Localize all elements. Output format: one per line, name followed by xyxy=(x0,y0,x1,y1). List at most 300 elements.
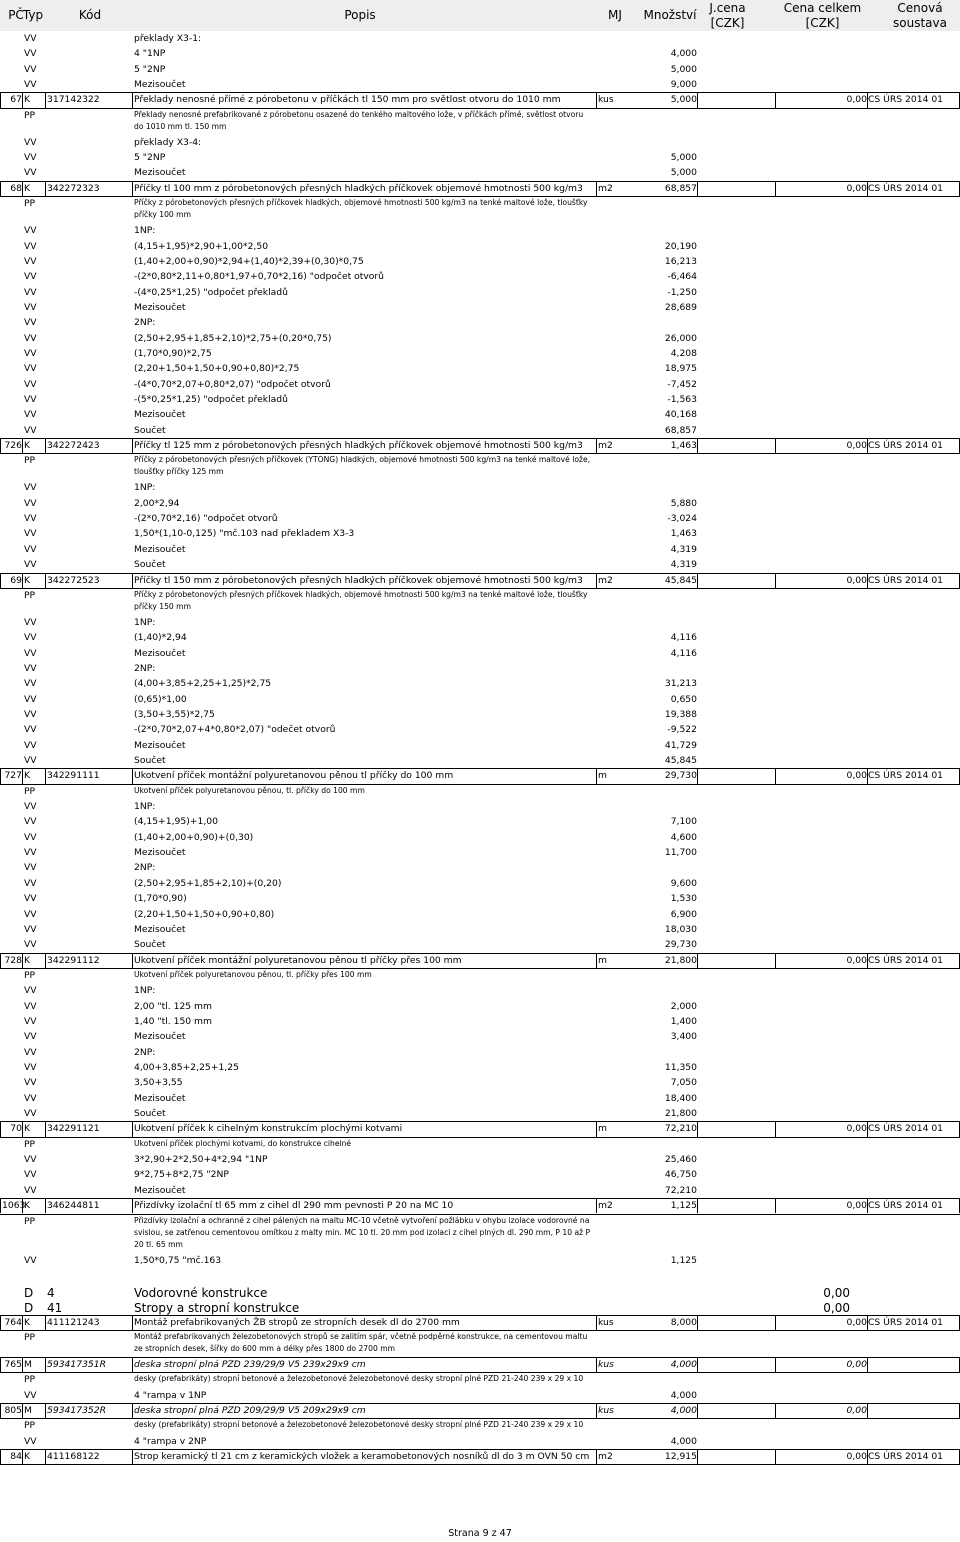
row-pc: 84 xyxy=(10,1451,22,1462)
row-border-top xyxy=(0,1403,960,1404)
row-mj: kus xyxy=(598,1404,614,1416)
measure-row xyxy=(0,860,960,875)
row-typ: VV xyxy=(24,662,37,674)
row-description: Překlady nenosné prefabrikované z pórobetonu osazené do tenkého maltového lože, v příčkách přímé, světlost otvoru do 1010 mm tl. 150 mm xyxy=(134,109,584,131)
row-typ: PP xyxy=(24,589,36,601)
row-popis: Ukotvení příček montážní polyuretanovou pěnou tl příčky přes 100 mm xyxy=(134,954,462,966)
row-cell-border xyxy=(45,1403,46,1418)
row-qty: -1,250 xyxy=(667,286,697,298)
row-celkem: 0,00 xyxy=(846,94,867,106)
row-popis: 5 "2NP xyxy=(134,63,166,75)
measure-row xyxy=(0,542,960,557)
row-celkem: 0,00 xyxy=(846,182,867,194)
row-popis: (1,40+2,00+0,90)+(0,30) xyxy=(134,831,254,843)
row-cell-border xyxy=(22,1315,23,1330)
row-qty: 1,125 xyxy=(670,1254,697,1266)
measure-row xyxy=(0,999,960,1014)
row-popis: (2,20+1,50+1,50+0,90+0,80) xyxy=(134,908,275,920)
row-mj: m xyxy=(598,954,607,966)
item-row xyxy=(0,1449,960,1464)
row-kod: 342291112 xyxy=(47,954,100,966)
measure-row xyxy=(0,1091,960,1106)
description-row xyxy=(0,108,960,135)
row-pc: 70 xyxy=(10,1123,22,1135)
row-cell-border xyxy=(697,1449,698,1464)
measure-row xyxy=(0,937,960,952)
row-popis: -(2*0,70*2,16) "odpočet otvorů xyxy=(134,513,278,525)
row-pc: 805 xyxy=(4,1404,22,1416)
row-cell-border xyxy=(697,953,698,968)
row-celkem: 0,00 xyxy=(823,1285,850,1300)
row-cell-border xyxy=(867,573,868,588)
row-typ: PP xyxy=(24,198,36,210)
row-typ: VV xyxy=(24,317,37,329)
measure-row xyxy=(0,496,960,511)
row-popis: Mezisoučet xyxy=(134,79,186,91)
measure-row xyxy=(0,223,960,238)
col-celkem: Cena celkem [CZK] xyxy=(783,1,862,30)
row-pc: 728 xyxy=(4,954,22,966)
row-popis: Součet xyxy=(134,424,166,436)
item-row xyxy=(0,181,960,196)
measure-row xyxy=(0,615,960,630)
row-cell-border xyxy=(697,1403,698,1418)
row-cell-border xyxy=(0,1403,1,1418)
measure-row xyxy=(0,377,960,392)
row-mj: kus xyxy=(598,94,614,106)
row-popis: -(5*0,25*1,25) "odpočet překladů xyxy=(134,394,288,405)
table-header xyxy=(0,0,960,31)
row-typ: K xyxy=(24,1451,31,1462)
row-cell-border xyxy=(0,768,1,783)
row-typ: VV xyxy=(24,543,37,555)
row-popis: 2,00*2,94 xyxy=(134,497,180,509)
row-cell-border xyxy=(596,1357,597,1372)
row-cell-border xyxy=(132,438,133,453)
row-popis: Ukotvení příček k cihelným konstrukcím plochými kotvami xyxy=(134,1123,403,1135)
measure-row xyxy=(0,346,960,361)
row-description: Ukotvení příček plochými kotvami, do konstrukce cihelné xyxy=(134,1138,352,1148)
row-celkem: 0,00 xyxy=(823,1301,850,1316)
row-typ: VV xyxy=(24,985,37,997)
row-mj: m xyxy=(598,1123,607,1135)
row-typ: VV xyxy=(24,424,37,436)
measure-row xyxy=(0,676,960,691)
row-typ: VV xyxy=(24,271,37,283)
row-typ: VV xyxy=(24,1108,37,1120)
row-typ: K xyxy=(24,94,31,106)
row-cell-border xyxy=(132,181,133,196)
row-cell-border xyxy=(697,573,698,588)
measure-row xyxy=(0,46,960,61)
row-qty: 21,800 xyxy=(664,1108,697,1120)
row-popis: 3,50+3,55 xyxy=(134,1077,183,1089)
row-popis: Mezisoučet xyxy=(134,647,186,659)
row-popis: (2,50+2,95+1,85+2,10)*2,75+(0,20*0,75) xyxy=(134,332,332,344)
row-soustava: CS ÚRS 2014 01 xyxy=(868,1200,944,1212)
row-mj: m2 xyxy=(598,182,613,194)
measure-row xyxy=(0,630,960,645)
row-kod: 342272323 xyxy=(47,182,100,194)
row-celkem: 0,00 xyxy=(846,440,867,452)
row-qty: 12,915 xyxy=(664,1451,697,1462)
row-cell-border xyxy=(22,1403,23,1418)
row-popis: 1NP: xyxy=(134,225,156,237)
col-popis: Popis xyxy=(344,8,376,22)
measure-row xyxy=(0,31,960,46)
row-popis: -(4*0,25*1,25) "odpočet překladů xyxy=(134,286,288,298)
row-qty: 25,460 xyxy=(664,1154,697,1166)
row-qty: 11,700 xyxy=(664,847,697,859)
row-mj: m2 xyxy=(598,574,613,586)
row-qty: 31,213 xyxy=(664,678,697,690)
row-popis: Mezisoučet xyxy=(134,1184,186,1196)
measure-row xyxy=(0,891,960,906)
row-typ: PP xyxy=(24,1138,36,1150)
row-cell-border xyxy=(775,953,776,968)
row-kod: 342291121 xyxy=(47,1123,100,1135)
row-popis: 2NP: xyxy=(134,862,156,874)
row-cell-border xyxy=(697,1357,698,1372)
row-qty: 29,730 xyxy=(664,939,697,951)
row-cell-border xyxy=(132,1315,133,1330)
row-popis: Strop keramický tl 21 cm z keramických vložek a keramobetonových nosníků dl do 3 m OVN 50 cm xyxy=(134,1451,590,1462)
row-cell-border xyxy=(697,1315,698,1330)
row-cell-border xyxy=(697,438,698,453)
row-qty: 5,880 xyxy=(670,497,697,509)
row-typ: VV xyxy=(24,240,37,252)
row-cell-border xyxy=(0,1198,1,1213)
item-row xyxy=(0,1315,960,1330)
row-qty: 45,845 xyxy=(664,755,697,766)
row-typ: VV xyxy=(24,497,37,509)
row-typ: VV xyxy=(24,847,37,859)
row-qty: 41,729 xyxy=(664,739,697,751)
row-cell-border xyxy=(867,953,868,968)
row-cell-border xyxy=(45,1198,46,1213)
row-cell-border xyxy=(132,1198,133,1213)
row-typ: VV xyxy=(24,513,37,525)
row-typ: VV xyxy=(24,63,37,75)
row-popis: Mezisoučet xyxy=(134,167,186,179)
row-typ: VV xyxy=(24,724,37,736)
row-popis: Montáž prefabrikovaných ŽB stropů ze stropních desek dl do 2700 mm xyxy=(134,1316,460,1328)
description-row xyxy=(0,196,960,223)
row-qty: 20,190 xyxy=(664,240,697,252)
row-popis: (1,70*0,90)*2,75 xyxy=(134,347,212,359)
row-popis: (4,15+1,95)+1,00 xyxy=(134,816,218,828)
row-qty: 9,600 xyxy=(670,877,697,889)
row-typ: M xyxy=(24,1358,32,1370)
row-popis: (3,50+3,55)*2,75 xyxy=(134,708,215,720)
row-cell-border xyxy=(775,181,776,196)
row-typ: VV xyxy=(24,908,37,920)
row-soustava: CS ÚRS 2014 01 xyxy=(868,1123,944,1135)
row-cell-border xyxy=(22,573,23,588)
row-typ: VV xyxy=(24,347,37,359)
row-typ: VV xyxy=(24,1169,37,1181)
item-row xyxy=(0,1403,960,1418)
row-popis: Součet xyxy=(134,559,166,571)
row-cell-border xyxy=(132,1121,133,1136)
measure-row xyxy=(0,511,960,526)
row-typ: VV xyxy=(24,647,37,659)
row-popis: (0,65)*1,00 xyxy=(134,693,187,705)
description-row xyxy=(0,453,960,480)
row-popis: 3*2,90+2*2,50+4*2,94 "1NP xyxy=(134,1154,268,1166)
measure-row xyxy=(0,922,960,937)
description-row xyxy=(0,968,960,983)
row-popis: Součet xyxy=(134,1108,166,1120)
row-typ: VV xyxy=(24,225,37,237)
measure-row xyxy=(0,526,960,541)
measure-row xyxy=(0,646,960,661)
row-popis: 1NP: xyxy=(134,985,156,997)
row-cell-border xyxy=(775,573,776,588)
row-qty: 4,208 xyxy=(670,347,697,359)
measure-row xyxy=(0,254,960,269)
row-qty: 19,388 xyxy=(664,708,697,720)
description-row xyxy=(0,1137,960,1152)
row-cell-border xyxy=(22,768,23,783)
measure-row xyxy=(0,239,960,254)
row-typ: VV xyxy=(24,394,37,405)
row-description: desky (prefabrikáty) stropní betonové a železobetonové železobetonové desky stropní plné PZD 21-240 239 x 29 x 10 xyxy=(134,1374,584,1384)
row-soustava: CS ÚRS 2014 01 xyxy=(868,954,944,966)
measure-row xyxy=(0,1060,960,1075)
row-popis: (4,15+1,95)*2,90+1,00*2,50 xyxy=(134,240,269,252)
row-popis: 5 "2NP xyxy=(134,152,166,164)
measure-row xyxy=(0,392,960,407)
row-qty: 4,116 xyxy=(670,647,697,659)
row-qty: 4,000 xyxy=(670,1435,697,1447)
row-cell-border xyxy=(596,181,597,196)
row-cell-border xyxy=(0,181,1,196)
row-description: Příčky z pórobetonových přesných příčkovek hladkých, objemové hmotnosti 500 kg/m3 na tenké maltové lože, tloušťky příčky 100 mm xyxy=(134,198,588,220)
row-typ: M xyxy=(24,1404,32,1416)
row-typ: VV xyxy=(24,1389,37,1401)
row-cell-border xyxy=(596,438,597,453)
row-cell-border xyxy=(697,768,698,783)
row-popis: 4 "rampa v 1NP xyxy=(134,1389,207,1401)
measure-row xyxy=(0,876,960,891)
row-popis: (2,50+2,95+1,85+2,10)+(0,20) xyxy=(134,877,282,889)
row-typ: PP xyxy=(24,109,36,121)
col-mnozstvi: Množství xyxy=(643,8,697,22)
row-cell-border xyxy=(867,768,868,783)
row-cell-border xyxy=(596,92,597,107)
item-row xyxy=(0,1121,960,1136)
row-typ: VV xyxy=(24,816,37,828)
row-cell-border xyxy=(0,438,1,453)
section-row xyxy=(0,1284,960,1299)
measure-row xyxy=(0,692,960,707)
row-qty: 6,900 xyxy=(670,908,697,920)
row-qty: 26,000 xyxy=(664,332,697,344)
row-typ: VV xyxy=(24,409,37,421)
col-jcena: J.cena [CZK] xyxy=(709,1,746,30)
row-typ: PP xyxy=(24,1331,36,1343)
row-cell-border xyxy=(867,1357,868,1372)
measure-row xyxy=(0,753,960,768)
row-typ: VV xyxy=(24,301,37,313)
row-cell-border xyxy=(867,1315,868,1330)
row-qty: 5,000 xyxy=(670,167,697,179)
row-typ: K xyxy=(24,954,31,966)
row-description: Příčky z pórobetonových přesných příčkovek (YTONG) hladkých, objemové hmotnosti 500 kg/m3 na tenké maltové lože, tloušťky příčky 125 mm xyxy=(134,455,591,477)
row-celkem: 0,00 xyxy=(846,1358,867,1370)
row-soustava: CS ÚRS 2014 01 xyxy=(868,94,944,106)
row-typ: VV xyxy=(24,939,37,951)
row-popis: Mezisoučet xyxy=(134,1031,186,1043)
measure-row xyxy=(0,1014,960,1029)
measure-row xyxy=(0,1029,960,1044)
row-typ: K xyxy=(24,1316,31,1328)
item-row xyxy=(0,573,960,588)
row-cell-border xyxy=(867,1121,868,1136)
row-qty: 45,845 xyxy=(664,574,697,586)
row-soustava: CS ÚRS 2014 01 xyxy=(868,1316,944,1328)
row-cell-border xyxy=(775,1357,776,1372)
row-popis: 4 "1NP xyxy=(134,48,166,60)
row-popis: Příčky tl 100 mm z pórobetonových přesných hladkých příčkovek objemové hmotnosti 500 kg/m3 xyxy=(134,182,583,194)
col-typ: Typ xyxy=(22,8,44,22)
row-cell-border xyxy=(132,768,133,783)
row-typ: VV xyxy=(24,831,37,843)
row-pc: 765 xyxy=(4,1358,22,1370)
row-popis: Mezisoučet xyxy=(134,409,186,421)
row-celkem: 0,00 xyxy=(846,770,867,782)
row-cell-border xyxy=(867,1449,868,1464)
measure-row xyxy=(0,62,960,77)
row-cell-border xyxy=(45,438,46,453)
row-typ: K xyxy=(24,1123,31,1135)
row-border-top xyxy=(0,92,960,93)
col-kod: Kód xyxy=(78,8,102,22)
row-border-top xyxy=(0,573,960,574)
row-popis: 1,50*0,75 "mč.163 xyxy=(134,1254,222,1266)
row-qty: 4,319 xyxy=(670,559,697,571)
row-popis: Mezisoučet xyxy=(134,1092,186,1104)
row-soustava: CS ÚRS 2014 01 xyxy=(868,182,944,194)
row-border-top xyxy=(0,768,960,769)
row-popis: Mezisoučet xyxy=(134,923,186,935)
row-qty: 9,000 xyxy=(670,79,697,91)
row-cell-border xyxy=(596,1121,597,1136)
row-kod: 593417351R xyxy=(47,1358,106,1370)
row-cell-border xyxy=(132,1357,133,1372)
row-qty: 4,000 xyxy=(670,1404,697,1416)
row-cell-border xyxy=(45,1357,46,1372)
row-cell-border xyxy=(775,1449,776,1464)
row-qty: 29,730 xyxy=(664,770,697,782)
row-pc: 764 xyxy=(4,1316,22,1328)
row-mj: kus xyxy=(598,1358,614,1370)
row-typ: VV xyxy=(24,528,37,540)
row-typ: VV xyxy=(24,1015,37,1027)
row-popis: Přizdívky izolační tl 65 mm z cihel dl 290 mm pevnosti P 20 na MC 10 xyxy=(134,1200,454,1212)
measure-row xyxy=(0,1075,960,1090)
row-cell-border xyxy=(22,1449,23,1464)
item-row xyxy=(0,768,960,783)
row-pc: 727 xyxy=(4,770,22,782)
row-kod: 317142322 xyxy=(47,94,100,106)
row-cell-border xyxy=(0,953,1,968)
row-soustava: CS ÚRS 2014 01 xyxy=(868,1451,944,1462)
row-cell-border xyxy=(775,1198,776,1213)
row-cell-border xyxy=(867,181,868,196)
row-kod: 342291111 xyxy=(47,770,100,782)
row-popis: Součet xyxy=(134,939,166,951)
row-cell-border xyxy=(22,1357,23,1372)
measure-row xyxy=(0,315,960,330)
row-border-top xyxy=(0,1315,960,1316)
row-cell-border xyxy=(0,573,1,588)
row-qty: 1,400 xyxy=(670,1015,697,1027)
row-qty: 21,800 xyxy=(664,954,697,966)
row-cell-border xyxy=(22,1121,23,1136)
row-typ: VV xyxy=(24,1062,37,1073)
measure-row xyxy=(0,814,960,829)
measure-row xyxy=(0,1167,960,1182)
row-qty: -7,452 xyxy=(667,378,697,390)
row-popis: Stropy a stropní konstrukce xyxy=(134,1301,300,1316)
col-pc: PČ xyxy=(8,8,24,22)
row-typ: VV xyxy=(24,79,37,91)
description-row xyxy=(0,1418,960,1433)
measure-row xyxy=(0,165,960,180)
measure-row xyxy=(0,150,960,165)
row-typ: PP xyxy=(24,1374,36,1386)
row-cell-border xyxy=(0,1449,1,1464)
item-row xyxy=(0,438,960,453)
row-qty: 7,050 xyxy=(670,1077,697,1089)
row-soustava: CS ÚRS 2014 01 xyxy=(868,770,944,782)
row-kod: 4 xyxy=(47,1285,55,1300)
row-qty: 68,857 xyxy=(664,182,697,194)
row-qty: 68,857 xyxy=(664,424,697,436)
row-description: Ukotvení příček polyuretanovou pěnou, tl. příčky do 100 mm xyxy=(134,785,365,795)
description-row xyxy=(0,1214,960,1253)
row-popis: (2,20+1,50+1,50+0,90+0,80)*2,75 xyxy=(134,363,300,375)
row-cell-border xyxy=(867,1403,868,1418)
row-typ: VV xyxy=(24,755,37,766)
row-typ: K xyxy=(24,182,31,194)
measure-row xyxy=(0,661,960,676)
row-cell-border xyxy=(697,1198,698,1213)
row-cell-border xyxy=(596,1449,597,1464)
measure-row xyxy=(0,983,960,998)
row-qty: 4,000 xyxy=(670,48,697,60)
row-pc: 1063 xyxy=(2,1200,26,1212)
row-typ: VV xyxy=(24,923,37,935)
row-typ: K xyxy=(24,1200,31,1212)
row-qty: -1,563 xyxy=(667,394,697,405)
row-typ: VV xyxy=(24,1000,37,1012)
row-border-top xyxy=(0,181,960,182)
row-typ: VV xyxy=(24,678,37,690)
measure-row xyxy=(0,331,960,346)
measure-row xyxy=(0,1183,960,1198)
row-cell-border xyxy=(867,438,868,453)
row-kod: 411121243 xyxy=(47,1316,100,1328)
row-typ: PP xyxy=(24,1215,36,1227)
row-qty: -6,464 xyxy=(667,271,697,283)
row-cell-border xyxy=(45,573,46,588)
row-typ: VV xyxy=(24,1077,37,1089)
row-kod: 346244811 xyxy=(47,1200,100,1212)
row-qty: 1,530 xyxy=(670,893,697,905)
